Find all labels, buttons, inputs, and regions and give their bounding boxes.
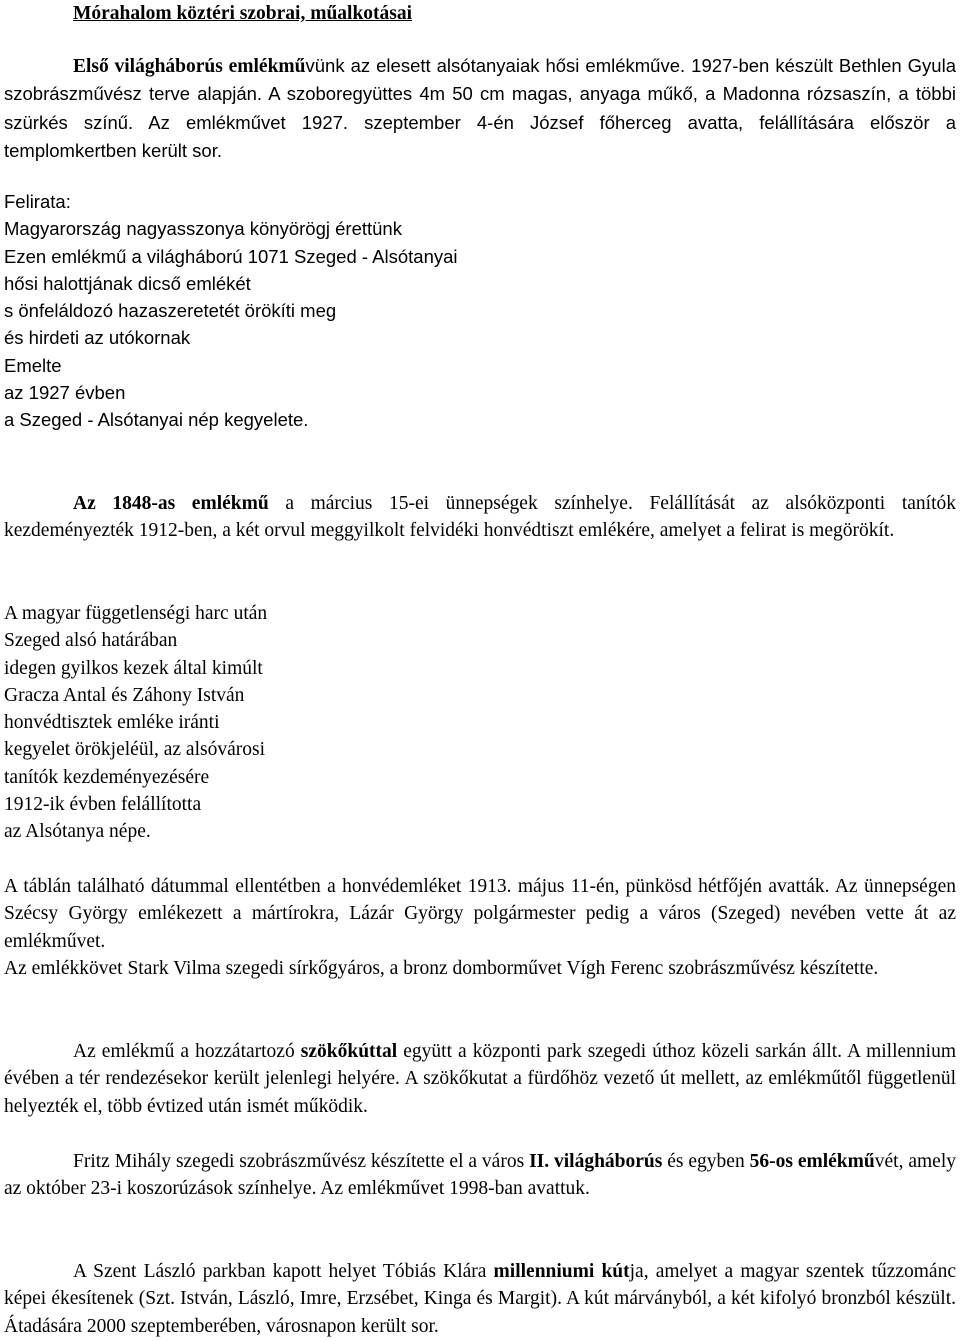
inscription-line: Gracza Antal és Záhony István bbox=[4, 684, 245, 706]
inscription-line: tanítók kezdeményezésére bbox=[4, 766, 210, 788]
inscription-1848 bbox=[4, 600, 267, 846]
inscription-ww1 bbox=[4, 188, 458, 434]
inscription-line: kegyelet örökjeléül, az alsóvárosi bbox=[4, 739, 265, 761]
page-title: Mórahalom köztéri szobrai, műalkotásai bbox=[73, 3, 413, 24]
millennium-heading: millenniumi kút bbox=[493, 1261, 630, 1282]
paragraph-ww2-memorial bbox=[4, 1148, 956, 1203]
inscription-line: a Szeged - Alsótanyai nép kegyelete. bbox=[4, 409, 309, 431]
1848-memorial-heading: Az 1848-as emlékmű bbox=[73, 493, 269, 514]
inscription-line: A magyar függetlenségi harc után bbox=[4, 603, 268, 624]
ww2-text-start: Fritz Mihály szegedi szobrászművész készítette el a város bbox=[73, 1151, 530, 1172]
ww2-text-mid: és egyben bbox=[662, 1151, 750, 1172]
inscription-line: Szeged alsó határában bbox=[4, 630, 178, 652]
inscription-line: Magyarország nagyasszonya könyörögj érettünk bbox=[4, 218, 402, 240]
paragraph-millennium-fountain bbox=[4, 1258, 956, 1340]
inauguration-text: A táblán található dátummal ellentétben a honvédemléket 1913. május 11-én, pünkösd hétfőjén avatták. Az ünnepségen Szécsy György emlékezett a mártírokra, Lázár György polgármester pedig a város (Szeged) nevében vette át az emlékművet. bbox=[4, 876, 956, 952]
inscription-line: az 1927 évben bbox=[4, 382, 126, 404]
inscription-line: idegen gyilkos kezek által kimúlt bbox=[4, 657, 263, 679]
ww1-memorial-text: vünk az elesett alsótanyaiak hősi emlékműve. 1927-ben készült Bethlen Gyula szobrászművész terve alapján. A szoboregyüttes 4m 50 cm magas, anyaga műkő, a Madonna rózsaszín, a többi szürkés színű. Az emlékművet 1927. szeptember 4-én József főherceg avatta, felállítására először a templomkertben került sor. bbox=[4, 55, 956, 161]
paragraph-1848-memorial bbox=[4, 490, 956, 545]
paragraph-makers bbox=[4, 955, 956, 982]
1956-heading: 56-os emlékmű bbox=[749, 1151, 875, 1172]
paragraph-ww1-memorial bbox=[4, 52, 956, 165]
inscription-line: Felirata: bbox=[4, 191, 71, 212]
ww2-heading: II. világháborús bbox=[529, 1151, 663, 1172]
inscription-line: és hirdeti az utókornak bbox=[4, 327, 191, 349]
inscription-line: hősi halottjának dicső emlékét bbox=[4, 272, 251, 294]
millennium-text: ja, amelyet a magyar szentek tűzzománc képei ékesítenek (Szt. István, László, Imre, Erzsébet, Kinga és Margit). A kút márványból, a két kifolyó bronzból készült. Átadására 2000 szeptemberében, városnapon került sor. bbox=[4, 1261, 956, 1337]
inscription-line: honvédtisztek emléke iránti bbox=[4, 712, 220, 734]
inscription-line: Ezen emlékmű a világháború 1071 Szeged - Alsótanyai bbox=[4, 245, 458, 267]
ww1-memorial-heading: Első világháborús emlékmű bbox=[73, 56, 306, 77]
inscription-line: Emelte bbox=[4, 354, 62, 376]
paragraph-fountain bbox=[4, 1038, 956, 1120]
ww2-text: vét, amely az október 23-i koszorúzások színhelye. Az emlékművet 1998-ban avattuk. bbox=[4, 1151, 956, 1200]
fountain-text: együtt a központi park szegedi úthoz közeli sarkán állt. A millennium évében a tér rendezésekor került jelenlegi helyére. A szökőkutat a fürdőhöz vezető út mellett, az emlékműtől függetlenül helyezték el, több évtized után ismét működik. bbox=[4, 1041, 956, 1117]
fountain-text-start: Az emlékmű a hozzátartozó bbox=[73, 1041, 301, 1062]
fountain-heading: szökőkúttal bbox=[300, 1041, 398, 1062]
makers-text: Az emlékkövet Stark Vilma szegedi sírkőgyáros, a bronz domborművet Vígh Ferenc szobrászművész készítette. bbox=[4, 958, 879, 979]
paragraph-inauguration bbox=[4, 873, 956, 955]
inscription-line: s önfeláldozó hazaszeretetét örökíti meg bbox=[4, 300, 337, 322]
millennium-text-start: A Szent László parkban kapott helyet Tóbiás Klára bbox=[73, 1261, 494, 1282]
inscription-line: az Alsótanya népe. bbox=[4, 821, 151, 843]
inscription-line: 1912-ik évben felállította bbox=[4, 794, 202, 816]
1848-memorial-text: a március 15-ei ünnepségek színhelye. Felállítását az alsóközponti tanítók kezdeményezték 1912-ben, a két orvul meggyilkolt felvidéki honvédtiszt emlékére, amelyet a felirat is megörökít. bbox=[4, 493, 956, 542]
